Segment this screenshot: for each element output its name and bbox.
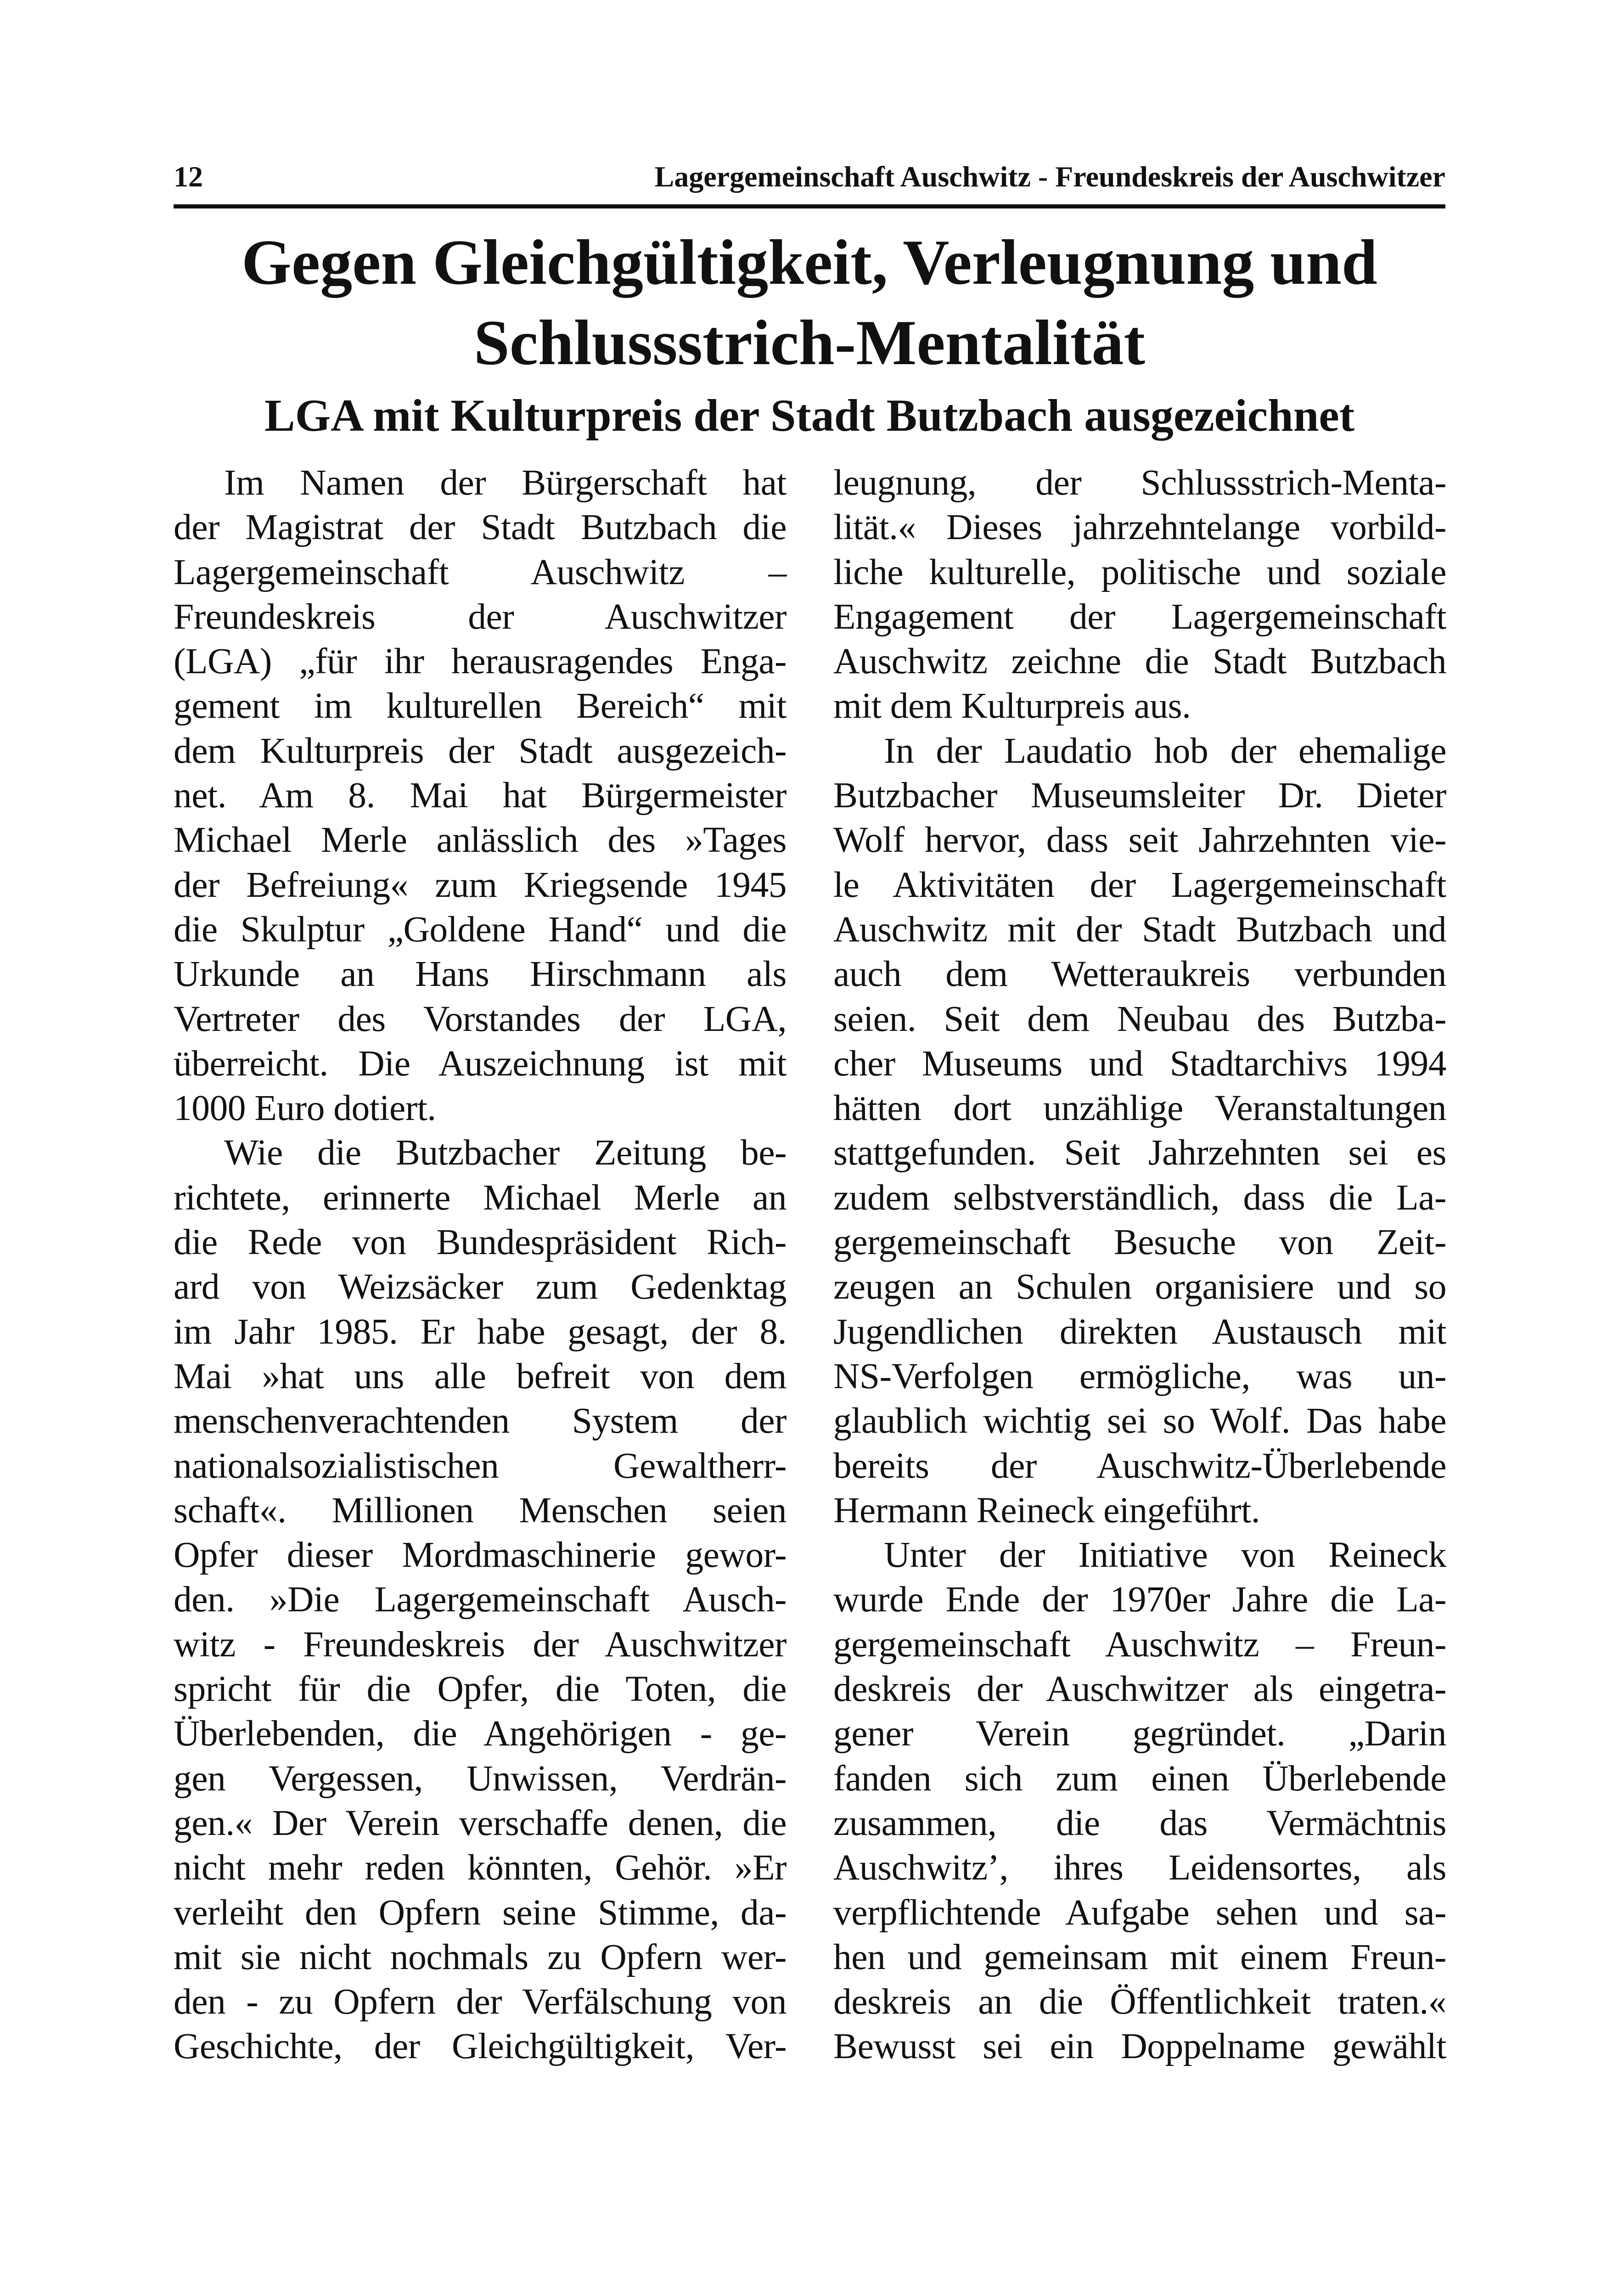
text-line: die Skulptur „Goldene Hand“ und die [174,909,787,950]
text-line: spricht für die Opfer, die Toten, die [174,1669,787,1710]
text-line: Hermann Reineck eingeführt. [833,1490,1260,1531]
text-line: Geschichte, der Gleichgültigkeit, Ver- [174,2026,787,2067]
text-line: gergemeinschaft Besuche von Zeit- [833,1222,1446,1263]
text-line: stattgefunden. Seit Jahrzehnten sei es [833,1132,1446,1173]
text-line: Auschwitz zeichne die Stadt Butzbach [833,641,1446,682]
text-line: Jugendlichen direkten Austausch mit [833,1311,1446,1352]
text-line: verleiht den Opfern seine Stimme, da- [174,1892,787,1933]
text-line: deskreis an die Öffentlichkeit traten.« [833,1981,1446,2022]
text-line: Vertreter des Vorstandes der LGA, [174,998,787,1039]
text-line: gen Vergessen, Unwissen, Verdrän- [174,1758,787,1799]
text-line: ard von Weizsäcker zum Gedenktag [174,1266,787,1307]
text-line: Unter der Initiative von Reineck [884,1535,1446,1576]
running-header [174,154,1445,208]
text-line: richtete, erinnerte Michael Merle an [174,1177,787,1218]
text-line: witz - Freundeskreis der Auschwitzer [174,1624,787,1665]
text-line: gement im kulturellen Bereich“ mit [174,686,787,726]
text-line: deskreis der Auschwitzer als eingetra- [833,1669,1446,1710]
page-number: 12 [174,160,203,193]
body-column-right [833,461,1446,2069]
text-line: Michael Merle anlässlich des »Tages [174,820,787,861]
journal-title: Lagergemeinschaft Auschwitz - Freundeskreis der Auschwitzer [654,160,1445,193]
text-line: zudem selbstverständlich, dass die La- [833,1177,1446,1218]
text-line: Mai »hat uns alle befreit von dem [174,1356,787,1396]
text-line: Urkunde an Hans Hirschmann als [174,954,787,995]
text-line: bereits der Auschwitz-Überlebende [833,1445,1446,1486]
text-line: menschenverachtenden System der [174,1401,787,1441]
text-line: zeugen an Schulen organisiere und so [833,1266,1446,1307]
text-line: Auschwitz mit der Stadt Butzbach und [833,909,1446,950]
article-title-line-1: Gegen Gleichgültigkeit, Verleugnung und [242,227,1377,298]
text-line: gen.« Der Verein verschaffe denen, die [174,1802,787,1843]
text-line: NS-Verfolgen ermögliche, was un- [833,1356,1446,1396]
text-line: In der Laudatio hob der ehemalige [884,730,1446,771]
text-line: schaft«. Millionen Menschen seien [174,1490,787,1531]
text-line: Bewusst sei ein Doppelname gewählt [833,2026,1446,2067]
text-line: Wolf hervor, dass seit Jahrzehnten vie- [833,820,1446,861]
text-line: liche kulturelle, politische und soziale [833,551,1446,592]
text-line: mit dem Kulturpreis aus. [833,686,1191,726]
body-column-left [174,461,787,2069]
text-line: nicht mehr reden könnten, Gehör. »Er [174,1847,787,1888]
text-line: 1000 Euro dotiert. [174,1088,436,1129]
text-line: hen und gemeinsam mit einem Freun- [833,1936,1446,1977]
article-title-line-2: Schlussstrich-Mentalität [473,307,1146,378]
text-line: Überlebenden, die Angehörigen - ge- [174,1713,787,1754]
text-line: le Aktivitäten der Lagergemeinschaft [833,864,1446,905]
text-line: Freundeskreis der Auschwitzer [174,596,787,637]
text-line: verpflichtende Aufgabe sehen und sa- [833,1892,1446,1933]
text-line: cher Museums und Stadtarchivs 1994 [833,1043,1446,1084]
text-line: wurde Ende der 1970er Jahre die La- [833,1579,1446,1620]
text-line: (LGA) „für ihr herausragendes Enga- [174,641,787,682]
text-line: der Befreiung« zum Kriegsende 1945 [174,864,787,905]
text-line: hätten dort unzählige Veranstaltungen [833,1088,1446,1129]
text-line: nationalsozialistischen Gewaltherr- [174,1445,787,1486]
text-line: zusammen, die das Vermächtnis [833,1802,1446,1843]
text-line: Engagement der Lagergemeinschaft [833,596,1446,637]
text-line: net. Am 8. Mai hat Bürgermeister [174,775,787,816]
text-line: die Rede von Bundespräsident Rich- [174,1222,787,1263]
text-line: der Magistrat der Stadt Butzbach die [174,507,787,548]
text-line: überreicht. Die Auszeichnung ist mit [174,1043,787,1084]
text-line: im Jahr 1985. Er habe gesagt, der 8. [174,1311,787,1352]
article-title [174,222,1445,383]
text-line: Auschwitz’, ihres Leidensortes, als [833,1847,1446,1888]
text-line: leugnung, der Schlussstrich-Menta- [833,462,1446,503]
text-line: gergemeinschaft Auschwitz – Freun- [833,1624,1446,1665]
text-line: gener Verein gegründet. „Darin [833,1713,1446,1754]
text-line: Wie die Butzbacher Zeitung be- [224,1132,787,1173]
text-line: Butzbacher Museumsleiter Dr. Dieter [833,775,1446,816]
text-line: den. »Die Lagergemeinschaft Ausch- [174,1579,787,1620]
text-line: dem Kulturpreis der Stadt ausgezeich- [174,730,787,771]
text-line: lität.« Dieses jahrzehntelange vorbild- [833,507,1446,548]
text-line: Im Namen der Bürgerschaft hat [224,462,787,503]
text-line: glaublich wichtig sei so Wolf. Das habe [833,1401,1446,1441]
text-line: Opfer dieser Mordmaschinerie gewor- [174,1535,787,1576]
article-subtitle: LGA mit Kulturpreis der Stadt Butzbach ausgezeichnet [264,390,1355,441]
text-line: Lagergemeinschaft Auschwitz – [174,551,787,592]
text-line: seien. Seit dem Neubau des Butzba- [833,998,1446,1039]
text-line: fanden sich zum einen Überlebende [833,1758,1446,1799]
text-line: den - zu Opfern der Verfälschung von [174,1981,787,2022]
text-line: auch dem Wetteraukreis verbunden [833,954,1446,995]
text-line: mit sie nicht nochmals zu Opfern wer- [174,1936,787,1977]
